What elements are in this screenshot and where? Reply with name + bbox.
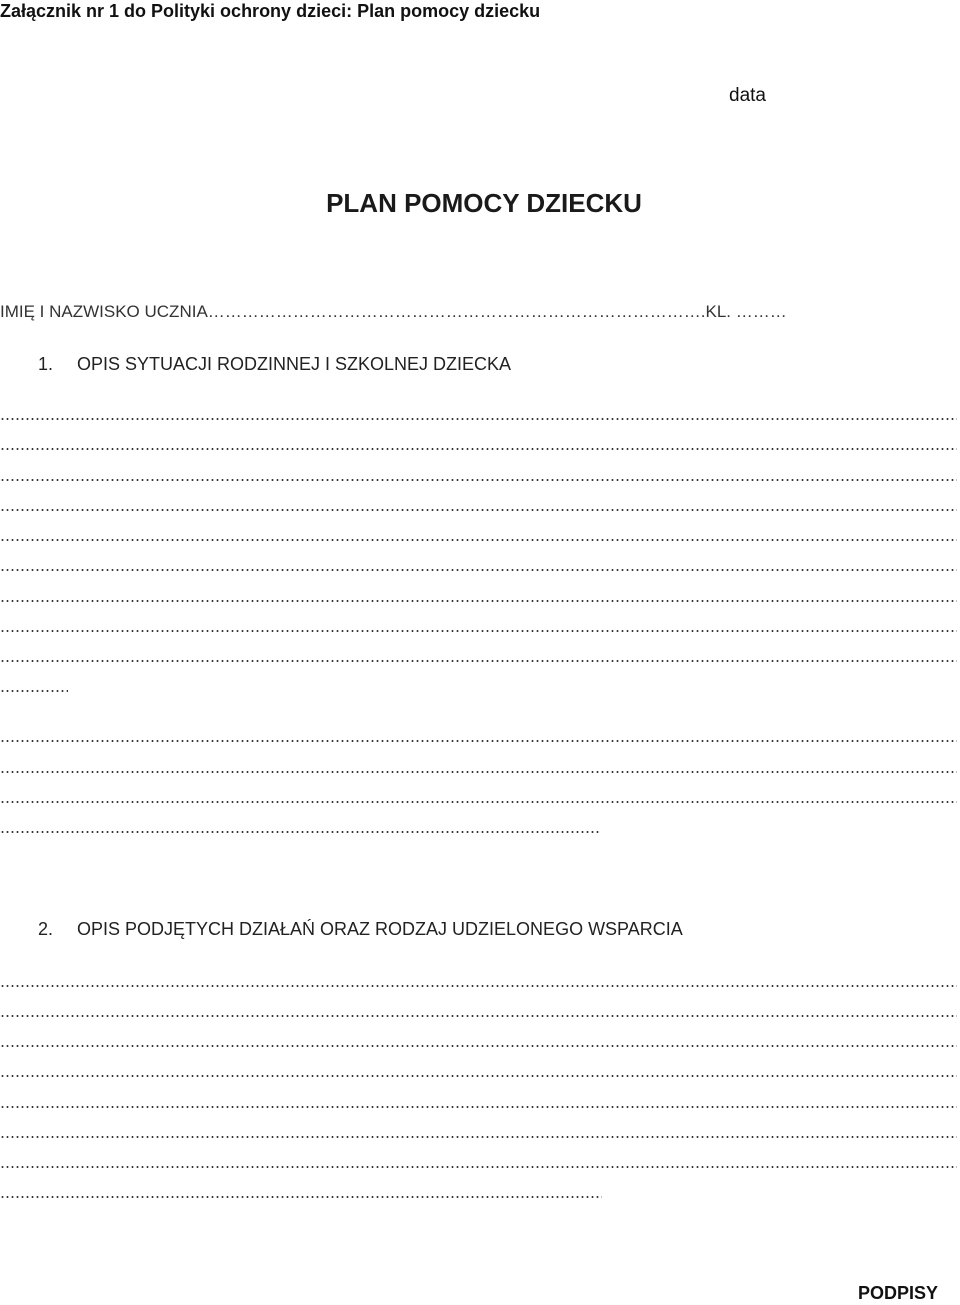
blank-line (0, 448, 957, 450)
blank-line (0, 1045, 957, 1047)
blank-line (0, 539, 957, 541)
blank-line (0, 801, 957, 803)
section-2-number: 2. (38, 919, 54, 939)
signatures-label: PODPISY (857, 1283, 938, 1303)
blank-line (0, 1196, 602, 1198)
blank-line (0, 1166, 957, 1168)
blank-line (0, 1136, 957, 1138)
blank-line (0, 831, 600, 833)
blank-line (0, 1075, 957, 1077)
blank-line (0, 1106, 957, 1108)
blank-line (0, 418, 957, 420)
blank-line (0, 771, 957, 773)
blank-line (0, 600, 957, 602)
page-title: PLAN POMOCY DZIECKU (326, 188, 642, 218)
attachment-header: Załącznik nr 1 do Polityki ochrony dzieci: Plan pomocy dziecku (0, 1, 541, 21)
blank-line (0, 479, 957, 481)
section-1-title: OPIS SYTUACJI RODZINNEJ I SZKOLNEJ DZIECKA (77, 354, 512, 374)
blank-line (0, 569, 957, 571)
blank-line (0, 1015, 957, 1017)
section-2-title: OPIS PODJĘTYCH DZIAŁAŃ ORAZ RODZAJ UDZIELONEGO WSPARCIA (77, 919, 683, 939)
blank-line (0, 630, 957, 632)
section-2-heading (38, 917, 683, 941)
blank-line (0, 660, 957, 662)
blank-line (0, 509, 957, 511)
section-1-number: 1. (38, 354, 54, 374)
blank-line (0, 740, 957, 742)
blank-line (0, 690, 68, 692)
blank-line (0, 985, 957, 987)
student-name-class-line: IMIĘ I NAZWISKO UCZNIA…………………………………………………………………………….KL. ……… (0, 302, 787, 321)
date-label: data (729, 85, 766, 106)
section-1-heading (38, 352, 511, 376)
